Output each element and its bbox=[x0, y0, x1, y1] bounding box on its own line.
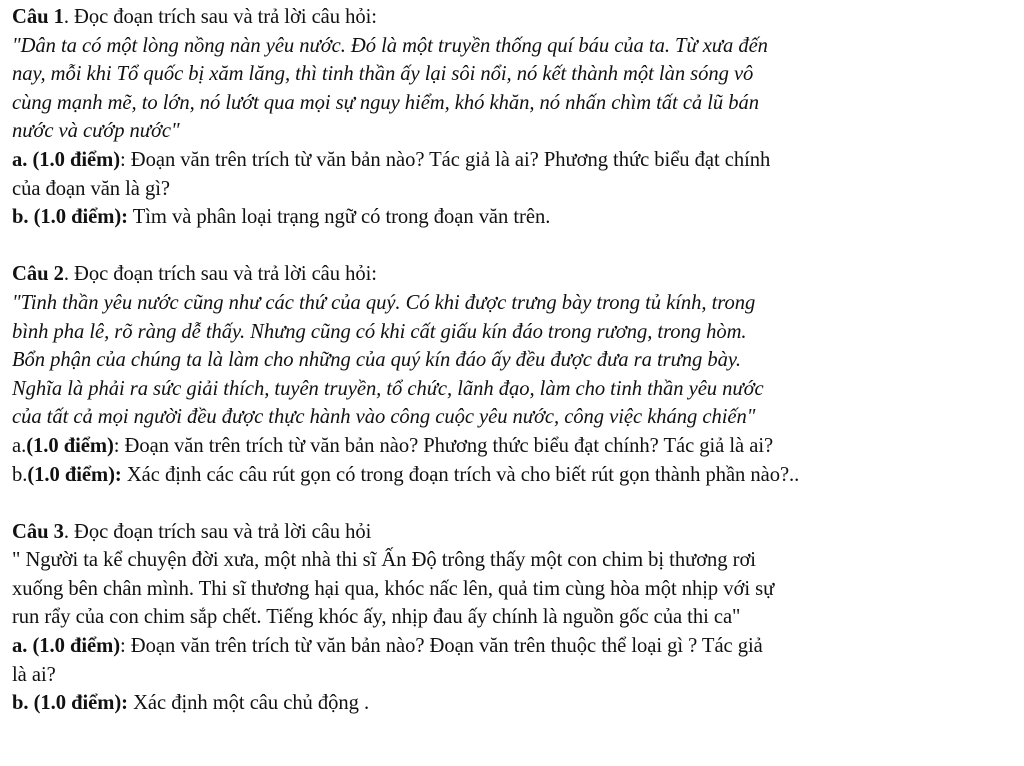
question-1-instruction: . Đọc đoạn trích sau và trả lời câu hỏi: bbox=[63, 6, 377, 28]
question-3-quote-line: " Người ta kể chuyện đời xưa, một nhà thi sĩ Ấn Độ trông thấy một con chim bị thương rơi bbox=[12, 549, 756, 572]
question-1-part-a-text: : Đoạn văn trên trích từ văn bản nào? Tác giả là ai? Phương thức biểu đạt chính bbox=[120, 148, 771, 171]
question-3-quote-line: xuống bên chân mình. Thi sĩ thương hại qua, khóc nấc lên, quả tim cùng hòa một nhịp với sự bbox=[12, 577, 775, 600]
question-2-quote-line: của tất cả mọi người đều được thực hành vào công cuộc yêu nước, công việc kháng chiến" bbox=[12, 406, 756, 429]
question-2 bbox=[12, 260, 1010, 489]
question-2-quote-line: bình pha lê, rõ ràng dễ thấy. Nhưng cũng có khi cất giấu kín đáo trong rương, trong hòm. bbox=[12, 320, 747, 343]
question-2-part-a-text: : Đoạn văn trên trích từ văn bản nào? Phương thức biểu đạt chính? Tác giả là ai? bbox=[113, 434, 774, 457]
question-2-part-a-prefix: a. bbox=[12, 434, 27, 457]
question-2-part-b-prefix: b. bbox=[12, 463, 28, 486]
question-1 bbox=[12, 3, 1010, 232]
question-2-instruction: . Đọc đoạn trích sau và trả lời câu hỏi: bbox=[63, 263, 377, 286]
question-1-quote-line: nay, mỗi khi Tổ quốc bị xăm lăng, thì tinh thần ấy lại sôi nổi, nó kết thành một làn sóng vô bbox=[12, 63, 754, 86]
question-3-part-b bbox=[12, 689, 1010, 718]
question-2-label: Câu 2 bbox=[12, 263, 64, 286]
question-3-instruction: . Đọc đoạn trích sau và trả lời câu hỏi bbox=[63, 520, 372, 543]
question-2-part-a-label: (1.0 điểm) bbox=[26, 434, 114, 457]
question-3 bbox=[12, 518, 1010, 718]
question-2-quote-line: "Tinh thần yêu nước cũng như các thứ của quý. Có khi được trưng bày trong tủ kính, trong bbox=[12, 291, 756, 314]
question-2-heading bbox=[12, 260, 1010, 289]
question-2-quote-line: Bổn phận của chúng ta là làm cho những của quý kín đáo ấy đều được đưa ra trưng bày. bbox=[12, 349, 741, 372]
blank-line bbox=[12, 489, 1010, 518]
question-1-part-b-text: Tìm và phân loại trạng ngữ có trong đoạn văn trên. bbox=[128, 206, 551, 229]
question-1-heading bbox=[12, 3, 1010, 32]
question-3-label: Câu 3 bbox=[12, 520, 64, 543]
question-3-part-a-text: : Đoạn văn trên trích từ văn bản nào? Đoạn văn trên thuộc thể loại gì ? Tác giả bbox=[120, 635, 763, 658]
question-2-part-b-label: (1.0 điểm): bbox=[27, 463, 122, 486]
question-3-quote-line: run rẩy của con chim sắp chết. Tiếng khóc ấy, nhịp đau ấy chính là nguồn gốc của thi ca" bbox=[12, 606, 741, 629]
question-1-part-b bbox=[12, 203, 1010, 232]
question-3-part-b-label: b. (1.0 điểm): bbox=[12, 692, 128, 715]
question-1-quote-line: "Dân ta có một lòng nồng nàn yêu nước. Đó là một truyền thống quí báu của ta. Từ xưa đến bbox=[12, 34, 768, 57]
question-3-part-a-label: a. (1.0 điểm) bbox=[12, 635, 121, 658]
question-1-label: Câu 1 bbox=[12, 6, 64, 28]
question-1-part-a-label: a. (1.0 điểm) bbox=[12, 148, 121, 171]
question-1-quote-line: nước và cướp nước" bbox=[12, 120, 180, 143]
question-2-quote-line: Nghĩa là phải ra sức giải thích, tuyên truyền, tổ chức, lãnh đạo, làm cho tinh thần yêu nước bbox=[12, 377, 764, 400]
question-1-quote-line: cùng mạnh mẽ, to lớn, nó lướt qua mọi sự nguy hiểm, khó khăn, nó nhấn chìm tất cả lũ bán bbox=[12, 91, 760, 114]
question-2-part-a bbox=[12, 432, 1010, 461]
question-2-part-b bbox=[12, 461, 1010, 490]
question-1-part-a-continued: của đoạn văn là gì? bbox=[12, 177, 171, 200]
question-3-part-a-continued: là ai? bbox=[12, 663, 56, 686]
question-3-part-a bbox=[12, 632, 1010, 661]
question-3-heading bbox=[12, 518, 1010, 547]
question-1-part-a bbox=[12, 146, 1010, 175]
question-1-part-b-label: b. (1.0 điểm): bbox=[12, 206, 128, 229]
question-2-part-b-text: Xác định các câu rút gọn có trong đoạn trích và cho biết rút gọn thành phần nào?.. bbox=[121, 463, 800, 486]
blank-line bbox=[12, 232, 1010, 261]
question-3-part-b-text: Xác định một câu chủ động . bbox=[128, 692, 370, 715]
